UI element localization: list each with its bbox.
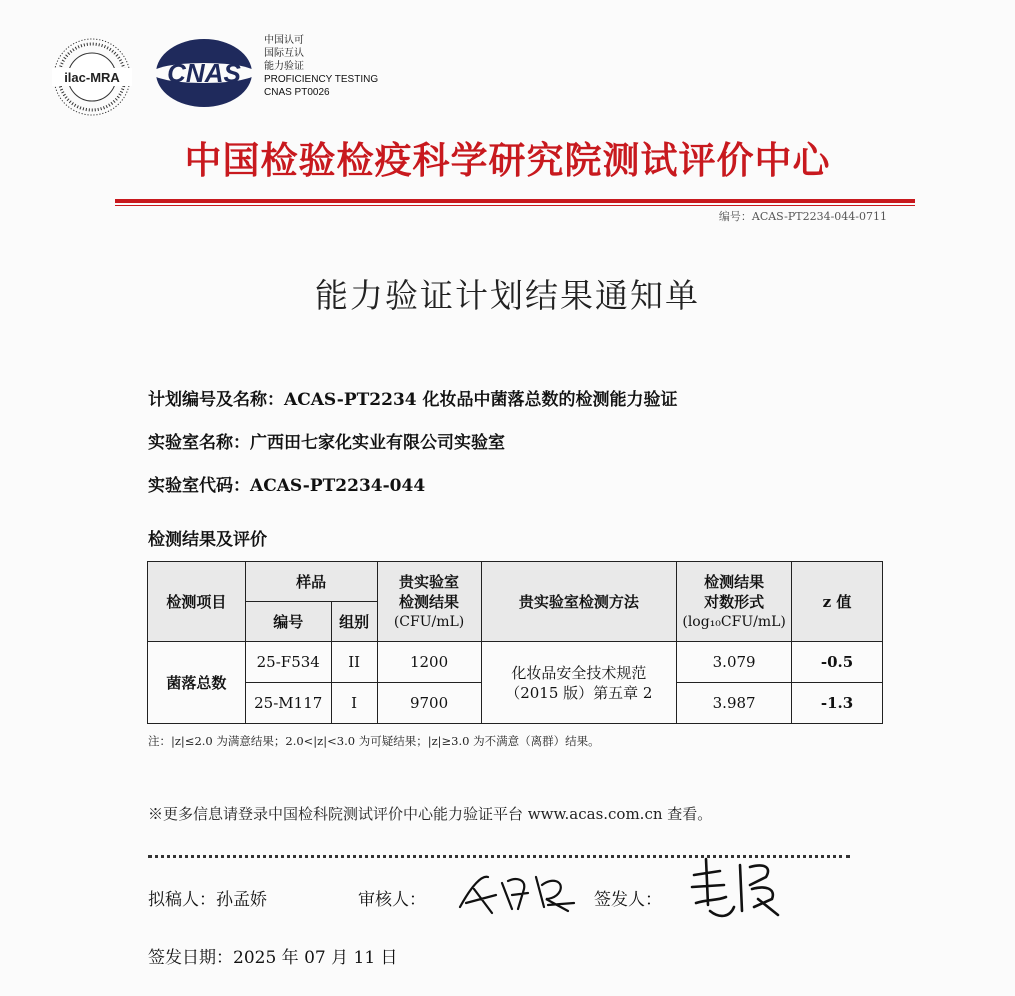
sample-number-cell: 25-M117	[245, 683, 331, 724]
results-table	[147, 561, 883, 724]
lab-code-value: ACAS-PT2234-044	[250, 476, 426, 496]
table-row	[148, 642, 883, 683]
z-value-cell: -1.3	[792, 683, 883, 724]
cnas-logo-text: CNAS	[167, 58, 241, 88]
log-result-cell: 3.079	[677, 642, 792, 683]
plan-value: ACAS-PT2234 化妆品中菌落总数的检测能力验证	[284, 390, 678, 410]
issue-date-value: 2025 年 07 月 11 日	[233, 948, 398, 968]
lab-name-value: 广西田七家化实业有限公司实验室	[250, 433, 505, 453]
header-log-result-line1: 检测结果	[704, 572, 765, 591]
sample-number-cell: 25-F534	[245, 642, 331, 683]
lab-result-cell: 9700	[377, 683, 481, 724]
log-result-cell: 3.987	[677, 683, 792, 724]
cnas-logo	[152, 36, 256, 110]
header-test-item: 检测项目	[148, 562, 246, 642]
issue-date-label: 签发日期：	[148, 948, 233, 968]
section-title: 检测结果及评价	[148, 530, 267, 550]
more-info-text: ※更多信息请登录中国检科院测试评价中心能力验证平台 www.acas.com.cn 查看。	[148, 805, 713, 823]
ilac-mra-logo	[50, 35, 134, 119]
cnas-info-line: CNAS PT0026	[264, 87, 330, 98]
header-z-value: z 值	[792, 562, 883, 642]
plan-label: 计划编号及名称：	[148, 390, 284, 410]
cnas-info-line: 国际互认	[264, 48, 304, 59]
cnas-info-line: PROFICIENCY TESTING	[264, 74, 379, 85]
header-method: 贵实验室检测方法	[481, 562, 677, 642]
reviewer-signature	[452, 855, 580, 925]
drafter-label: 拟稿人：	[148, 890, 216, 910]
header-lab-result-unit: (CFU/mL)	[393, 613, 465, 630]
issuer-signature	[680, 845, 790, 930]
plan-info	[148, 385, 678, 410]
group-cell: II	[331, 642, 377, 683]
lab-code-info	[148, 471, 425, 496]
header-lab-result-line1: 贵实验室	[399, 572, 460, 591]
drafter-name: 孙孟娇	[216, 890, 267, 910]
method-cell	[481, 642, 677, 724]
document-serial-number: 编号：ACAS-PT2234-044-0711	[718, 210, 887, 223]
test-item-cell: 菌落总数	[148, 642, 246, 724]
issue-date	[148, 943, 398, 968]
method-line2: （2015 版）第五章 2	[505, 683, 653, 702]
cnas-info-line: 能力验证	[264, 61, 304, 72]
header-sample-number: 编号	[245, 602, 331, 642]
cnas-accreditation-text	[264, 34, 378, 99]
ilac-logo-text: ilac-MRA	[64, 70, 120, 85]
lab-result-cell: 1200	[377, 642, 481, 683]
cnas-info-line: 中国认可	[264, 35, 304, 46]
header-log-result-line2: 对数形式	[704, 592, 765, 611]
header-group: 组别	[331, 602, 377, 642]
issuer-label: 签发人：	[594, 890, 662, 910]
header-divider-thin	[115, 205, 915, 206]
lab-code-label: 实验室代码：	[148, 476, 250, 496]
header-log-result	[677, 562, 792, 642]
lab-name-label: 实验室名称：	[148, 433, 250, 453]
organization-title: 中国检验检疫科学研究院测试评价中心	[184, 138, 831, 182]
z-value-cell: -0.5	[792, 642, 883, 683]
evaluation-note: 注：|z|≤2.0 为满意结果；2.0<|z|<3.0 为可疑结果；|z|≥3.0 为不满意（离群）结果。	[148, 734, 600, 748]
lab-name-info	[148, 428, 505, 453]
header-sample: 样品	[245, 562, 377, 602]
document-title: 能力验证计划结果通知单	[315, 276, 700, 315]
header-divider	[115, 199, 915, 203]
header-lab-result	[377, 562, 481, 642]
method-line1: 化妆品安全技术规范	[511, 663, 647, 682]
reviewer-label: 审核人：	[358, 890, 426, 910]
header-log-result-unit: (log₁₀CFU/mL)	[682, 613, 786, 630]
header-lab-result-line2: 检测结果	[399, 592, 460, 611]
group-cell: I	[331, 683, 377, 724]
drafter	[148, 885, 267, 910]
